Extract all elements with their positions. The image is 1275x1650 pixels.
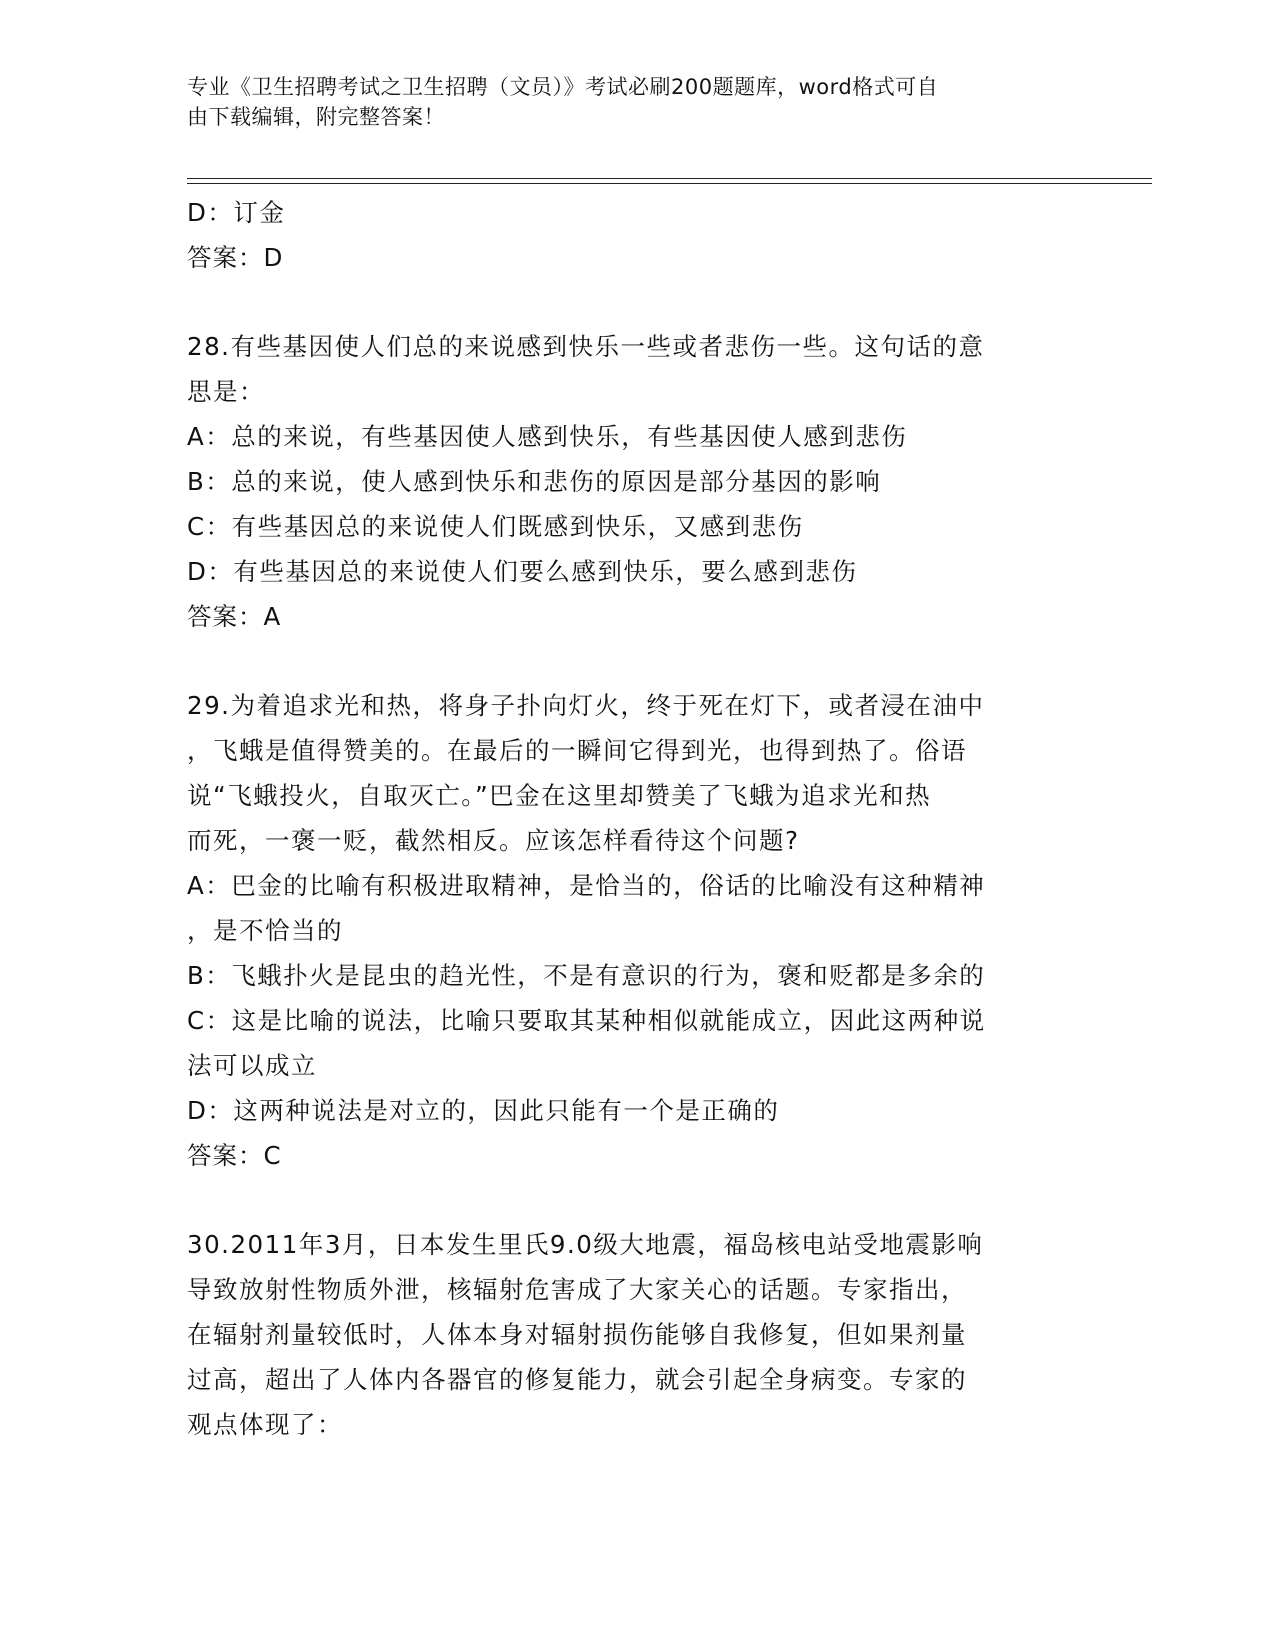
question-stem: 过高，超出了人体内各器官的修复能力，就会引起全身病变。专家的 bbox=[187, 1365, 967, 1394]
question-stem: 说“飞蛾投火，自取灭亡。”巴金在这里却赞美了飞蛾为追求光和热 bbox=[187, 781, 932, 810]
header-divider bbox=[187, 178, 1152, 179]
header-line: 由下载编辑，附完整答案！ bbox=[187, 105, 445, 129]
question-stem: 28.有些基因使人们总的来说感到快乐一些或者悲伤一些。这句话的意 bbox=[187, 332, 985, 361]
question-stem: 30.2011年3月，日本发生里氏9.0级大地震，福岛核电站受地震影响 bbox=[187, 1230, 984, 1259]
question-stem: 导致放射性物质外泄，核辐射危害成了大家关心的话题。专家指出， bbox=[187, 1275, 967, 1304]
answer-label: 答案：D bbox=[187, 243, 284, 272]
page-header bbox=[187, 72, 1067, 132]
question-27-tail bbox=[187, 190, 1087, 280]
option-a: A：巴金的比喻有积极进取精神，是恰当的，俗话的比喻没有这种精神 bbox=[187, 871, 986, 900]
header-divider bbox=[187, 183, 1152, 184]
option-c: C：这是比喻的说法，比喻只要取其某种相似就能成立，因此这两种说 bbox=[187, 1006, 986, 1035]
option-a: ，是不恰当的 bbox=[187, 916, 343, 945]
spacer bbox=[187, 1178, 1087, 1222]
question-stem: 观点体现了： bbox=[187, 1410, 343, 1439]
option-c: 法可以成立 bbox=[187, 1051, 317, 1080]
option-d: D：订金 bbox=[187, 198, 286, 227]
option-b: B：飞蛾扑火是昆虫的趋光性，不是有意识的行为，褒和贬都是多余的 bbox=[187, 961, 986, 990]
question-stem: 在辐射剂量较低时，人体本身对辐射损伤能够自我修复，但如果剂量 bbox=[187, 1320, 967, 1349]
header-line: 专业《卫生招聘考试之卫生招聘（文员）》考试必刷200题题库，word格式可自 bbox=[187, 75, 939, 99]
question-content bbox=[187, 190, 1087, 1447]
question-30 bbox=[187, 1222, 1087, 1447]
spacer bbox=[187, 280, 1087, 324]
option-c: C：有些基因总的来说使人们既感到快乐，又感到悲伤 bbox=[187, 512, 804, 541]
answer-label: 答案：C bbox=[187, 1141, 282, 1170]
spacer bbox=[187, 639, 1087, 683]
question-29 bbox=[187, 683, 1087, 1178]
option-a: A：总的来说，有些基因使人感到快乐，有些基因使人感到悲伤 bbox=[187, 422, 908, 451]
question-28 bbox=[187, 324, 1087, 639]
question-stem: 思是： bbox=[187, 377, 265, 406]
answer-label: 答案：A bbox=[187, 602, 282, 631]
question-stem: ，飞蛾是值得赞美的。在最后的一瞬间它得到光，也得到热了。俗语 bbox=[187, 736, 967, 765]
question-stem: 而死，一褒一贬，截然相反。应该怎样看待这个问题? bbox=[187, 826, 800, 855]
option-d: D：这两种说法是对立的，因此只能有一个是正确的 bbox=[187, 1096, 780, 1125]
option-b: B：总的来说，使人感到快乐和悲伤的原因是部分基因的影响 bbox=[187, 467, 882, 496]
question-stem: 29.为着追求光和热，将身子扑向灯火，终于死在灯下，或者浸在油中 bbox=[187, 691, 985, 720]
option-d: D：有些基因总的来说使人们要么感到快乐，要么感到悲伤 bbox=[187, 557, 858, 586]
